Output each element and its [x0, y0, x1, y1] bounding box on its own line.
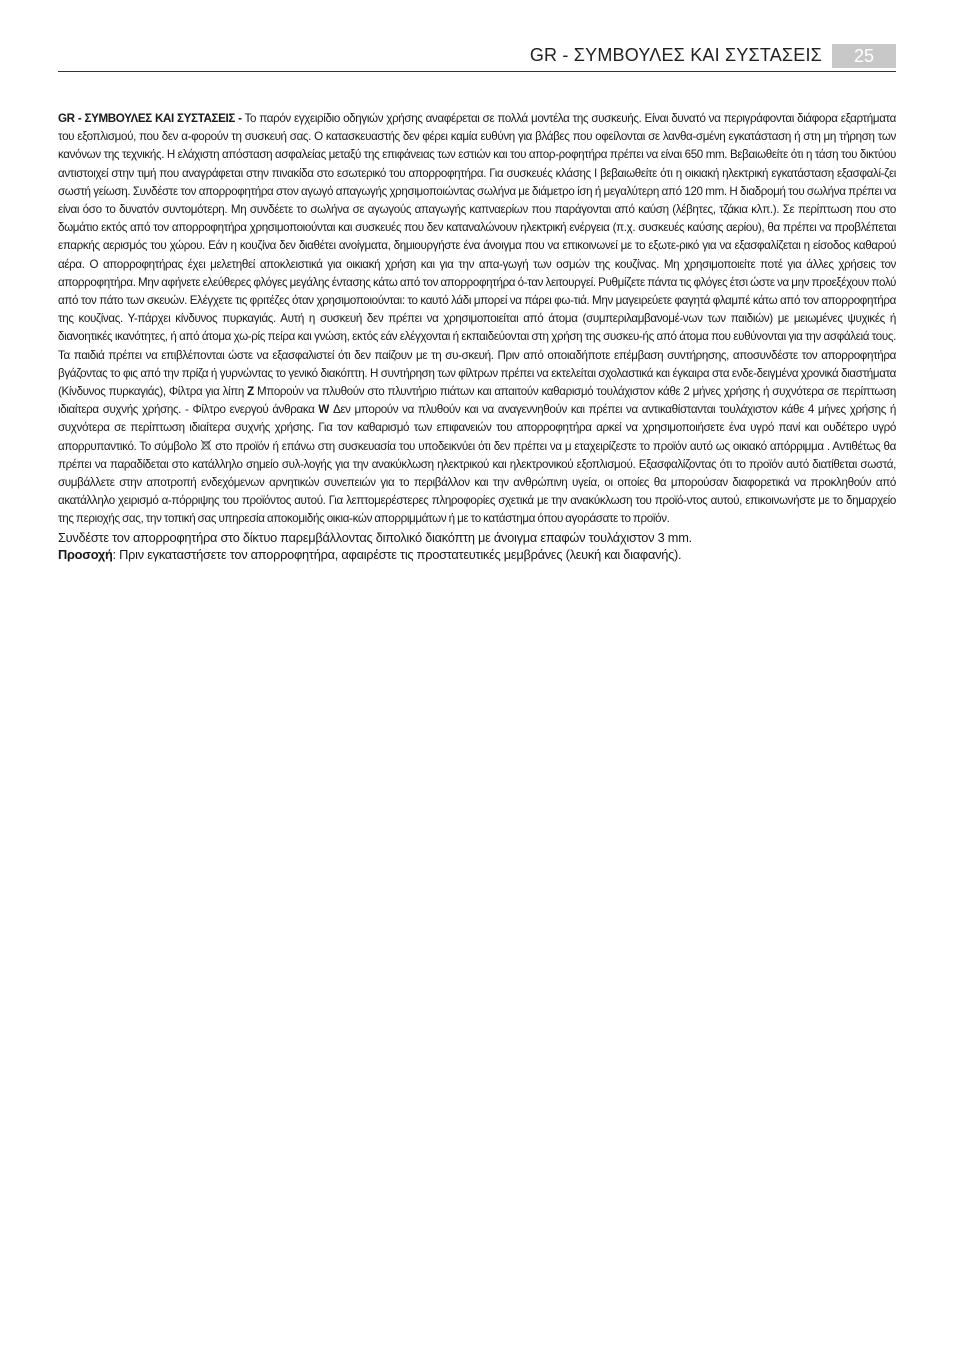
page-content [58, 110, 896, 564]
paragraph-text-3: Δεν μπορούν να πλυθούν και να αναγεννηθούν και πρέπει να αντικαθίστανται τουλάχιστον κάθε 4 μήνες χρήσης ή συχνότερα σε περίπτωση ιδιαίτερα συχνής χρήσης. Για τον καθαρισμό των επιφανειών του απορροφητήρα αρκεί να χρησιμοποιήσετε ένα υγρό πανί και ουδέτερο υγρό απορρυπαντικό. Το σύμβολο [58, 403, 896, 453]
paragraph-text-4: στο προϊόν ή επάνω στη συσκευασία του υποδεικνύει ότι δεν πρέπει να μ εταχειρίζεστε το προϊόν αυτό ως οικιακό απόρριμμα . Αντιθέτως θα πρέπει να παραδίδεται στο κατάλληλο σημείο συλ-λογής για την ανακύκλωση ηλεκτρικού και ηλεκτρονικού εξοπλισμού. Εξασφαλίζοντας ότι το προϊόν αυτό διατίθεται σωστά, συμβάλλετε στην αποτροπή ενδεχόμενων αρνητικών συνεπειών για το περιβάλλον και την ανθρώπινη υγεία, οι οποίες θα μπορούσαν διαφορετικά να προκληθούν από ακατάλληλο χειρισμό α-πόρριψης του προϊόντος αυτού. Για λεπτομερέστερες πληροφορίες σχετικά με την ανακύκλωση του προϊό-ντος αυτού, επικοινωνήστε με το δημαρχείο της περιοχής σας, την τοπική σας υπηρεσία αποκομιδής οικια-κών απορριμμάτων ή με το κατάστημα όπου αγοράσατε το προϊόν. [58, 439, 896, 526]
caution-text: : Πριν εγκαταστήσετε τον απορροφητήρα, αφαιρέστε τις προστατευτικές μεμβράνες (λευκή και διαφανής). [112, 547, 682, 563]
paragraph-lead: GR - ΣΥΜΒΟΥΛΕΣ ΚΑΙ ΣΥΣΤΑΣΕΙΣ - [58, 112, 242, 125]
connection-instruction: Συνδέστε τον απορροφητήρα στο δίκτυο παρεμβάλλοντας διπολικό διακόπτη με άνοιγμα επαφών τουλάχιστον 3 mm. [58, 529, 692, 545]
paragraph-text-2: Μπορούν να πλυθούν στο πλυντήριο πιάτων και απαιτούν καθαρισμό τουλάχιστον κάθε 2 μήνες χρήσης ή συχνότερα σε περίπτωση ιδιαίτερα συχνής χρήσης. - Φίλτρο ενεργού άνθρακα [58, 385, 896, 417]
paragraph-text-1: Το παρόν εγχειρίδιο οδηγιών χρήσης αναφέρεται σε πολλά μοντέλα της συσκευής. Είναι δυνατό να περιγράφονται διάφορα εξαρτήματα του εξοπλισμού, που δεν α-φορούν τη συσκευή σας. Ο κατασκευαστής δεν φέρει καμία ευθύνη για βλάβες που οφείλονται σε λανθα-σμένη εγκατάσταση ή στη μη τήρηση των κανόνων της τεχνικής. Η ελάχιστη απόσταση ασφαλείας μεταξύ της επιφάνειας των εστιών και του απορ-ροφητήρα πρέπει να είναι 650 mm. Βεβαιωθείτε ότι η τάση του δικτύου αντιστοιχεί στην τιμή που αναγράφεται στην πινακίδα στο εσωτερικό του απορροφητήρα. Για συσκευές κλάσης Ι βεβαιωθείτε ότι η οικιακή ηλεκτρική εγκατάσταση εξασφαλί-ζει σωστή γείωση. Συνδέστε τον απορροφητήρα στον αγωγό απαγωγής χρησιμοποιώντας σωλήνα με διάμετρο ίση ή μεγαλύτερη από 120 mm. Η διαδρομή του σωλήνα πρέπει να είναι όσο το δυνατόν συντομότερη. Μη συνδέετε το σωλήνα σε αγωγούς απαγωγής καπναερίων που παράγονται από καύση (λέβητες, τζάκια κλπ.). Σε περίπτωση που στο δωμάτιο εκτός από τον απορροφητήρα χρησιμοποιούνται και συσκευές που δεν καταναλώνουν ηλεκτρική ενέργεια (π.χ. συσκευές καύσης αερίου), θα πρέπει να προβλέπεται επαρκής αερισμός του χώρου. Εάν η κουζίνα δεν διαθέτει ανοίγματα, δημιουργήστε ένα άνοιγμα που να επικοινωνεί με το εξωτε-ρικό για να εξασφαλίζεται η είσοδος καθαρού αέρα. Ο απορροφητήρας έχει μελετηθεί αποκλειστικά για οικιακή χρήση και για την απα-γωγή των οσμών της κουζίνας. Μη χρησιμοποιείτε ποτέ για άλλες χρήσεις τον απορροφητήρα. Μην αφήνετε ελεύθερες φλόγες μεγάλης έντασης κάτω από τον απορροφητήρα ό-ταν λειτουργεί. Ρυθμίζετε πάντα τις φλόγες έτσι ώστε να μην προεξέχουν πολύ από τον πάτο των σκευών. Ελέγχετε τις φριτέζες όταν χρησιμοποιούνται: το καυτό λάδι μπορεί να πάρει φω-τιά. Μην μαγειρεύετε φαγητά φλαμπέ κάτω από τον απορροφητήρα της κουζίνας. Υ-πάρχει κίνδυνος πυρκαγιάς. Αυτή η συσκευή δεν πρέπει να χρησιμοποιείται από άτομα (συμπεριλαμβανομέ-νων των παιδιών) με μειωμένες ψυχικές ή διανοητικές ικανότητες, ή από άτομα χω-ρίς πείρα και γνώση, εκτός εάν ελέγχονται ή εκπαιδεύονται στη χρήση της συσκευ-ής από άτομα που ευθύνονται για την ασφάλειά τους. Τα παιδιά πρέπει να επιβλέπονται ώστε να εξασφαλιστεί ότι δεν παίζουν με τη συ-σκευή. Πριν από οποιαδήποτε επέμβαση συντήρησης, αποσυνδέστε τον απορροφητήρα βγάζοντας το φις από την πρίζα ή γυρνώντας το γενικό διακόπτη. Η συντήρηση των φίλτρων πρέπει να εκτελείται σχολαστικά και έγκαιρα στα ενδε-δειγμένα χρονικά διαστήματα (Κίνδυνος πυρκαγιάς), Φίλτρα για λίπη [58, 112, 896, 399]
page-number: 25 [832, 44, 896, 68]
caution-label: Προσοχή [58, 547, 113, 563]
page-header [58, 44, 896, 72]
crossed-out-wheelie-bin-icon [200, 439, 212, 451]
caution-note [58, 546, 896, 564]
safety-paragraph [58, 110, 896, 529]
header-title: GR - ΣΥΜΒΟΥΛΕΣ ΚΑΙ ΣΥΣΤΑΣΕΙΣ [529, 45, 822, 65]
carbon-filter-symbol: W [318, 403, 330, 417]
grease-filter-symbol: Z [247, 385, 254, 399]
